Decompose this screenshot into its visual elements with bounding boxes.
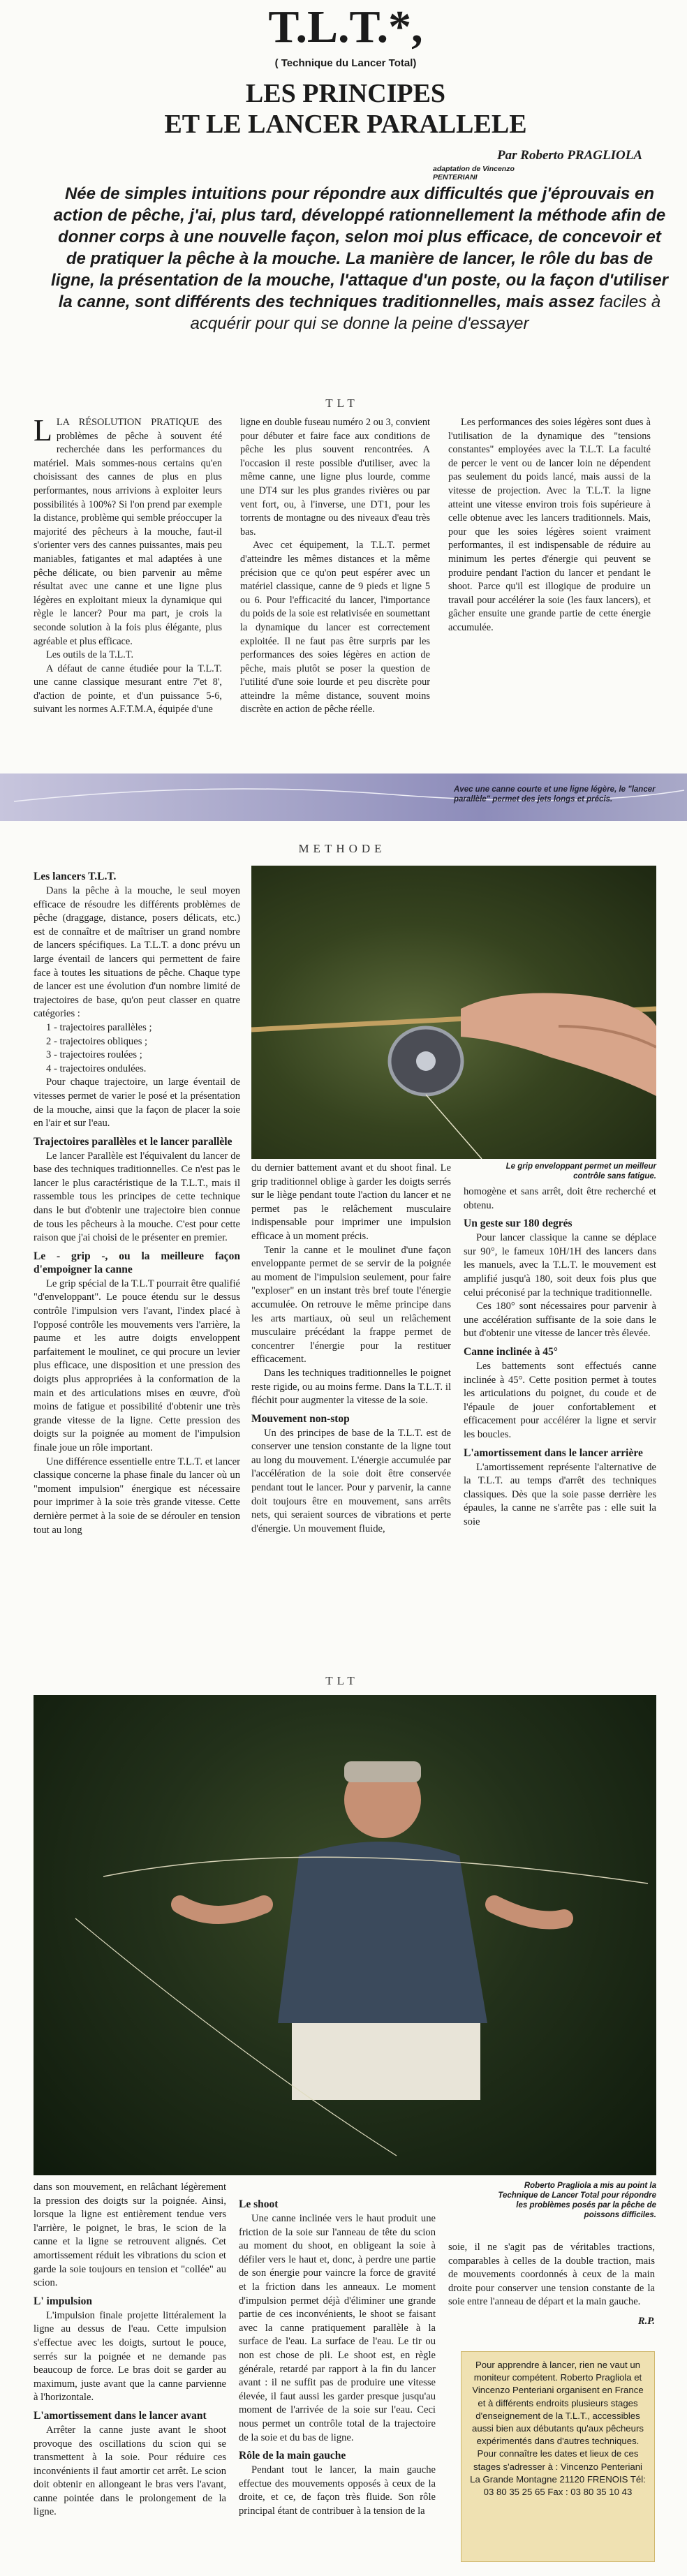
- methode-column-middle: [251, 1162, 451, 1536]
- photo3-caption: Roberto Pragliola a mis au point la Technique de Lancer Total pour répondre les problèmes posés par la pêche de poissons difficiles.: [498, 2182, 656, 2219]
- intro-bold-text: Née de simples intuitions pour répondre aux difficultés que j'éprouvais en action de pêche, j'ai, plus tard, développé rationnellement la méthode afin de donner corps à une nouvelle façon, selon moi plus efficace, de concevoir et de pratiquer la pêche à la mouche. La manière de lancer, le rôle du bas de ligne, la présentation de la mouche, l'attaque d'un poste, ou la façon d'utiliser la canne, sont différents des techniques traditionnelles, mais assez: [51, 184, 668, 311]
- para-lancers: Dans la pêche à la mouche, le seul moyen efficace de résoudre les différents problèmes de pêche (draggage, distance, posers délicats, etc.) est de connaître et de maîtriser un grand nombre de lancers spécifiques. La T.L.T. a donc prévu un large éventail de lancers qui permettent de faire face à toutes les situations de pêche. Chaque type de lancer est une évolution d'un nombre limité de trajectoires de base, qu'on peut classer en quatre catégories :: [34, 885, 240, 1020]
- heading-trajectoires: Trajectoires parallèles et le lancer parallèle: [34, 1135, 232, 1148]
- para-non-stop: Un des principes de base de la T.L.T. est de conserver une tension constante de la ligne tout au long du mouvement. L'énergie accumulée par l'accélération de la soie doit être conservée pendant tout le lancer. Pour y parvenir, la canne doit toujours être en mouvement, sans arrêts nets, qui seraient sources de vibrations et perte d'énergie. Un mouvement fluide,: [251, 1427, 451, 1534]
- intro-column-1: [34, 413, 222, 717]
- trajectory-item: 4 - trajectoires ondulées.: [46, 1063, 147, 1074]
- para-geste-2: Ces 180° sont nécessaires pour parvenir à une accélération suffisante de la soie dans le but d'obtenir une vitesse de lancer très élevée.: [464, 1301, 656, 1340]
- bottom-column-3: [448, 2241, 655, 2329]
- intro-paragraph-2a: ligne en double fuseau numéro 2 ou 3, convient pour débuter et faire face aux conditions de pêche les plus souvent rencontrées. A l'occasion il reste possible d'utiliser, avec la même canne, une ligne plus lourde, comme une DT4 sur les plus grandes rivières ou par vent fort, ou, à l'inverse, une DT1, pour les torrents de montagne ou des niveaux d'eau très bas.: [240, 417, 430, 538]
- para-grip-1: Le grip spécial de la T.L.T pourrait être qualifié "d'enveloppant". Le pouce étendu sur le dessus contrôle l'impulsion vers l'avant, l'index placé à l'opposé contrôle les mouvements vers l'arrière, la paume et les autre doigts enveloppent parfaitement le moulinet, ce qui procure un levier plus efficace, une disposition et une pression des doigts plus appropriées à la conformation de la main et des articulations mises en œuvre, d'où moins de fatigue et possibilité d'obtenir une très grande vitesse de la ligne. Cette pression des doigts sur la poignée au moment de l'impulsion finale joue un rôle important.: [34, 1278, 240, 1453]
- para-shoot: Une canne inclinée vers le haut produit une friction de la soie sur l'anneau de tête du scion au moment du shoot, en obligeant la soie à défiler vers le haut et, donc, à perdre une partie de son énergie pour vaincre la force de gravité et la friction dans les anneaux. Le moment d'impulsion permet déjà d'éliminer une grande partie de ces inconvénients, le shoot se faisant avec la canne pratiquement parallèle à la surface de l'eau. La surface de l'eau. Le tir ou non est chose de pli. Le shoot est, en règle générale, retardé par rapport à la fin du lancer avant : il ne suffit pas de produire une vitesse élevée, il faut aussi les garder presque jusqu'au moment de l'arrivée de la soie sur l'eau. Ceci nous permet un contrôle total de la trajectoire de la soie et du bas de ligne.: [239, 2213, 436, 2443]
- byline: Par Roberto PRAGLIOLA: [497, 148, 642, 163]
- signature: R.P.: [637, 2315, 655, 2327]
- intro-paragraph-tools: A défaut de canne étudiée pour la T.L.T. une canne classique mesurant entre 7'et 8', d'action de pointe, et d'un puissance 5-6, suivant les normes A.F.T.M.A, équipée d'une: [34, 662, 222, 716]
- trajectory-item: 2 - trajectoires obliques ;: [46, 1035, 148, 1047]
- dropcap: L: [34, 413, 52, 447]
- reel-grip-graphic: [251, 866, 656, 1159]
- heading-lancers-tlt: Les lancers T.L.T.: [34, 871, 117, 882]
- intro-plain-text: faciles à acquérir pour qui se donne la peine d'essayer: [190, 293, 661, 333]
- para-bottom-3a: soie, il ne s'agit pas de véritables tractions, comparables à celles de la double traction, mais de mouvements coordonnés à ceux de la main droite pour conserver une tension constante de la soie entre l'anneau de départ et la main gauche.: [448, 2242, 655, 2308]
- para-amortissement: L'amortissement représente l'alternative de la T.L.T. au temps d'arrêt des techniques classiques. Dès que la soie passe derrière les épaules, la canne ne s'arrête pas : elle suit la soie: [464, 1461, 656, 1527]
- heading-main-gauche: Rôle de la main gauche: [239, 2450, 346, 2462]
- trajectory-item: 3 - trajectoires roulées ;: [46, 1049, 142, 1061]
- para-amortissement-avant: Arrêter la canne juste avant le shoot provoque des oscillations du scion qui se transmettent à la soie. Pour réduire ces inconvénients il faut amortir cet arrêt. Le scion doit obtenir en allongeant le bras vers l'avant, canne pointée dans le prolongement de la ligne.: [34, 2424, 226, 2518]
- para-grip-2: Une différence essentielle entre T.L.T. et lancer classique concerne la phase finale du lancer où un "moment impulsion" énergique est nécessaire pour imprimer à la soie très grande vitesse. Cette dernière permet à la soie de se dérouler en tension tout au long: [34, 1456, 240, 1536]
- headline-line-1: LES PRINCIPES: [245, 79, 446, 108]
- adaptation-credit: adaptation de Vincenzo PENTERIANI: [433, 165, 515, 182]
- section-label-methode: METHODE: [298, 842, 386, 855]
- intro-paragraph-1: LLA RÉSOLUTION PRATIQUE des problèmes de pêche à souvent été recherchée dans les performances du matériel. Mais sommes-nous certains qu'en choisissant des cannes de plus en plus performantes, nous arrivions à exploiter leurs possibilités à 100%? Si l'on prend par exemple la distance, problème qui semble préoccuper la majorité des pêcheurs à la mouche, faut-il s'orienter vers des cannes puissantes, mais peu maniables, fatigantes et mal adaptées à une pêche délicate, ou bien parvenir au même résultat avec une canne et une ligne plus légères en exploitant mieux la dynamique qui règle le lancer? Pour ma part, je crois la seconde solution à la fois plus élégante, plus agréable et plus efficace.: [34, 413, 222, 647]
- intro-column-3: [448, 416, 651, 635]
- para-right-0: homogène et sans arrêt, doit être recherché et obtenu.: [464, 1186, 656, 1211]
- para-mid-3: Dans les techniques traditionnelles le poignet reste rigide, ou au moins ferme. Dans la T.L.T. il fléchit pour augmenter la vitesse de la soie.: [251, 1367, 451, 1407]
- photo-reel-grip: [251, 866, 656, 1159]
- intro-standfirst: [49, 183, 670, 334]
- intro-paragraph-tools-heading: Les outils de la T.L.T.: [46, 649, 134, 661]
- methode-column-right: [464, 1185, 656, 1529]
- trajectory-list: [34, 1021, 240, 1076]
- para-list-after: Pour chaque trajectoire, un large éventail de vitesses permet de varier le posé et la présentation de la mouche, ainsi que la façon de placer la soie en l'air et sur l'eau.: [34, 1076, 240, 1130]
- intro-paragraph-3a: Les performances des soies légères sont dues à l'utilisation de la dynamique des "tensions constantes" employées avec la T.L.T. La faculté de percer le vent ou de lancer loin ne dépendent pas seulement du poids lancé, mais aussi de la vitesse de projection. Avec la T.L.T. la ligne atteint une vitesse environ trois fois supérieure à celle obtenue avec les lancers traditionnels. Mais, pour que les soies légères soient vraiment performantes, il est indispensable de réduire au minimum les pertes d'énergie qui peuvent se produire pendant l'action du lancer et pendant le shoot. Parce qu'il est illogique de produire un travail pour accélérer la soie (les faux lancers), et gâcher ensuite une grande partie de cette énergie accumulée.: [448, 417, 651, 633]
- heading-shoot: Le shoot: [239, 2198, 279, 2210]
- intro-column-2: [240, 416, 430, 717]
- para-impulsion: L'impulsion finale projette littéralement la ligne au dessus de l'eau. Cette impulsion s'effectue avec les doigts, surtout le pouce, serrés sur la poignée et ne demande pas beaucoup de force. Le bras doit se garder au maximum, juste avant que la canne parvienne à l'horizontale.: [34, 2309, 226, 2404]
- para-mid-2: Tenir la canne et le moulinet d'une façon enveloppante permet de se servir de la poignée au moment de l'impulsion seulement, pour faire "exploser" en un instant très bref toute l'énergie accumulée. On retrouve le même principe dans les arts martiaux, où seul un relâchement musculaire précédant la frappe permet de concentrer l'énergie pour la restituer efficacement.: [251, 1244, 451, 1365]
- heading-amortissement-avant: L'amortissement dans le lancer avant: [34, 2409, 207, 2422]
- heading-canne-inclinee: Canne inclinée à 45°: [464, 1345, 558, 1358]
- stages-info-box: [461, 2351, 655, 2562]
- fisherman-graphic: [34, 1695, 656, 2175]
- main-title: T.L.T.*,: [268, 1, 423, 52]
- para-geste-1: Pour lancer classique la canne se déplace sur 90°, le fameux 10H/1H des lancers dans les manuels, avec la T.L.T. le mouvement est amplifié jusqu'à 180, soit deux fois plus que celui préconisé par la technique traditionnelle.: [464, 1232, 656, 1298]
- para-trajectoires: Le lancer Parallèle est l'équivalent du lancer de base des techniques traditionnelles. Ce n'est pas le lancer le plus caractéristique de la T.L.T., mais il rassemble tous les principes de cette technique dans le but d'obtenir une trajectoire bien connue de tous les pêcheurs à la mouche. C'est pour cette raison que j'ai choisi de le présenter en premier.: [34, 1150, 240, 1244]
- heading-grip: Le - grip -, ou la meilleure façon d'empoigner la canne: [34, 1250, 240, 1275]
- methode-column-left: [34, 866, 240, 1537]
- photo2-caption: Le grip enveloppant permet un meilleur contrôle sans fatigue.: [505, 1162, 656, 1180]
- heading-non-stop: Mouvement non-stop: [251, 1412, 350, 1425]
- section-label-tlt-bottom: TLT: [325, 1674, 359, 1687]
- bottom-column-1: [34, 2181, 226, 2519]
- bottom-column-2: [239, 2198, 436, 2518]
- para-canne-inclinee: Les battements sont effectués canne inclinée à 45°. Cette position permet à toutes les articulations du poignet, du coude et de l'épaule de jouer confortablement et efficacement pour accélérer la ligne et servir les boucles.: [464, 1360, 656, 1440]
- photo-fisherman: [34, 1695, 656, 2175]
- headline-line-2: ET LE LANCER PARALLELE: [164, 110, 527, 139]
- heading-geste: Un geste sur 180 degrés: [464, 1217, 572, 1230]
- stages-info-text: Pour apprendre à lancer, rien ne vaut un moniteur compétent. Roberto Pragliola et Vincenzo Penteriani organisent en France et à différents endroits plusieurs stages d'enseignement de la T.L.T., accessibles aussi bien aux débutants qu'aux pêcheurs expérimentés dans d'autres techniques. Pour connaître les dates et lieux de ces stages s'adresser à : Vincenzo Penteriani La Grande Montagne 21120 FRENOIS Tél: 03 80 35 25 65 Fax : 03 80 35 10 43: [470, 2360, 646, 2498]
- intro-paragraph-2b: Avec cet équipement, la T.L.T. permet d'atteindre les mêmes distances et la même précision que ce qu'on peut espérer avec un matériel classique, canne de 9 pieds et ligne 5 ou 6. Pour l'efficacité du lancer, l'importance du poids de la soie est relativisée en soumettant la dynamique du lancer est correctement exploitée. Il ne faut pas être surpris par les performances des soies légères en action de pêche, mais plutôt se poser la question de l'utilité d'une soie lourde et peu discrète pour atteindre la même distance, souvent moins discrète en action de pêche réelle.: [240, 540, 430, 716]
- para-main-gauche: Pendant tout le lancer, la main gauche effectue des mouvements opposés à ceux de la droite, et ce, de façon très fluide. Son rôle principal étant de contribuer à la tension de la: [239, 2464, 436, 2517]
- trajectory-item: 1 - trajectoires parallèles ;: [46, 1021, 152, 1033]
- photo1-caption: Avec une canne courte et une ligne légère, le "lancer parallèle" permet des jets longs et précis.: [454, 785, 656, 804]
- para-bottom-1a: dans son mouvement, en relâchant légèrement la pression des doigts sur la poignée. Ainsi, lorsque la ligne est entièrement tendue vers l'arrière, le poignet, le bras, le scion de la canne et la ligne se retrouvent alignés. Cet amortissement réduit les vibrations du scion et garde la soie toujours en tension et "collée" au scion.: [34, 2182, 226, 2289]
- para-mid-1: du dernier battement avant et du shoot final. Le grip traditionnel oblige à garder les doigts serrés sur le liège pendant toute l'action du lancer et ne permet pas le relâchement musculaire indispensable pour imprimer une impulsion efficace à un moment précis.: [251, 1162, 451, 1242]
- heading-impulsion: L' impulsion: [34, 2295, 92, 2307]
- heading-amortissement: L'amortissement dans le lancer arrière: [464, 1446, 643, 1459]
- subtitle: ( Technique du Lancer Total): [274, 57, 417, 69]
- section-label-tlt-top: TLT: [325, 397, 359, 410]
